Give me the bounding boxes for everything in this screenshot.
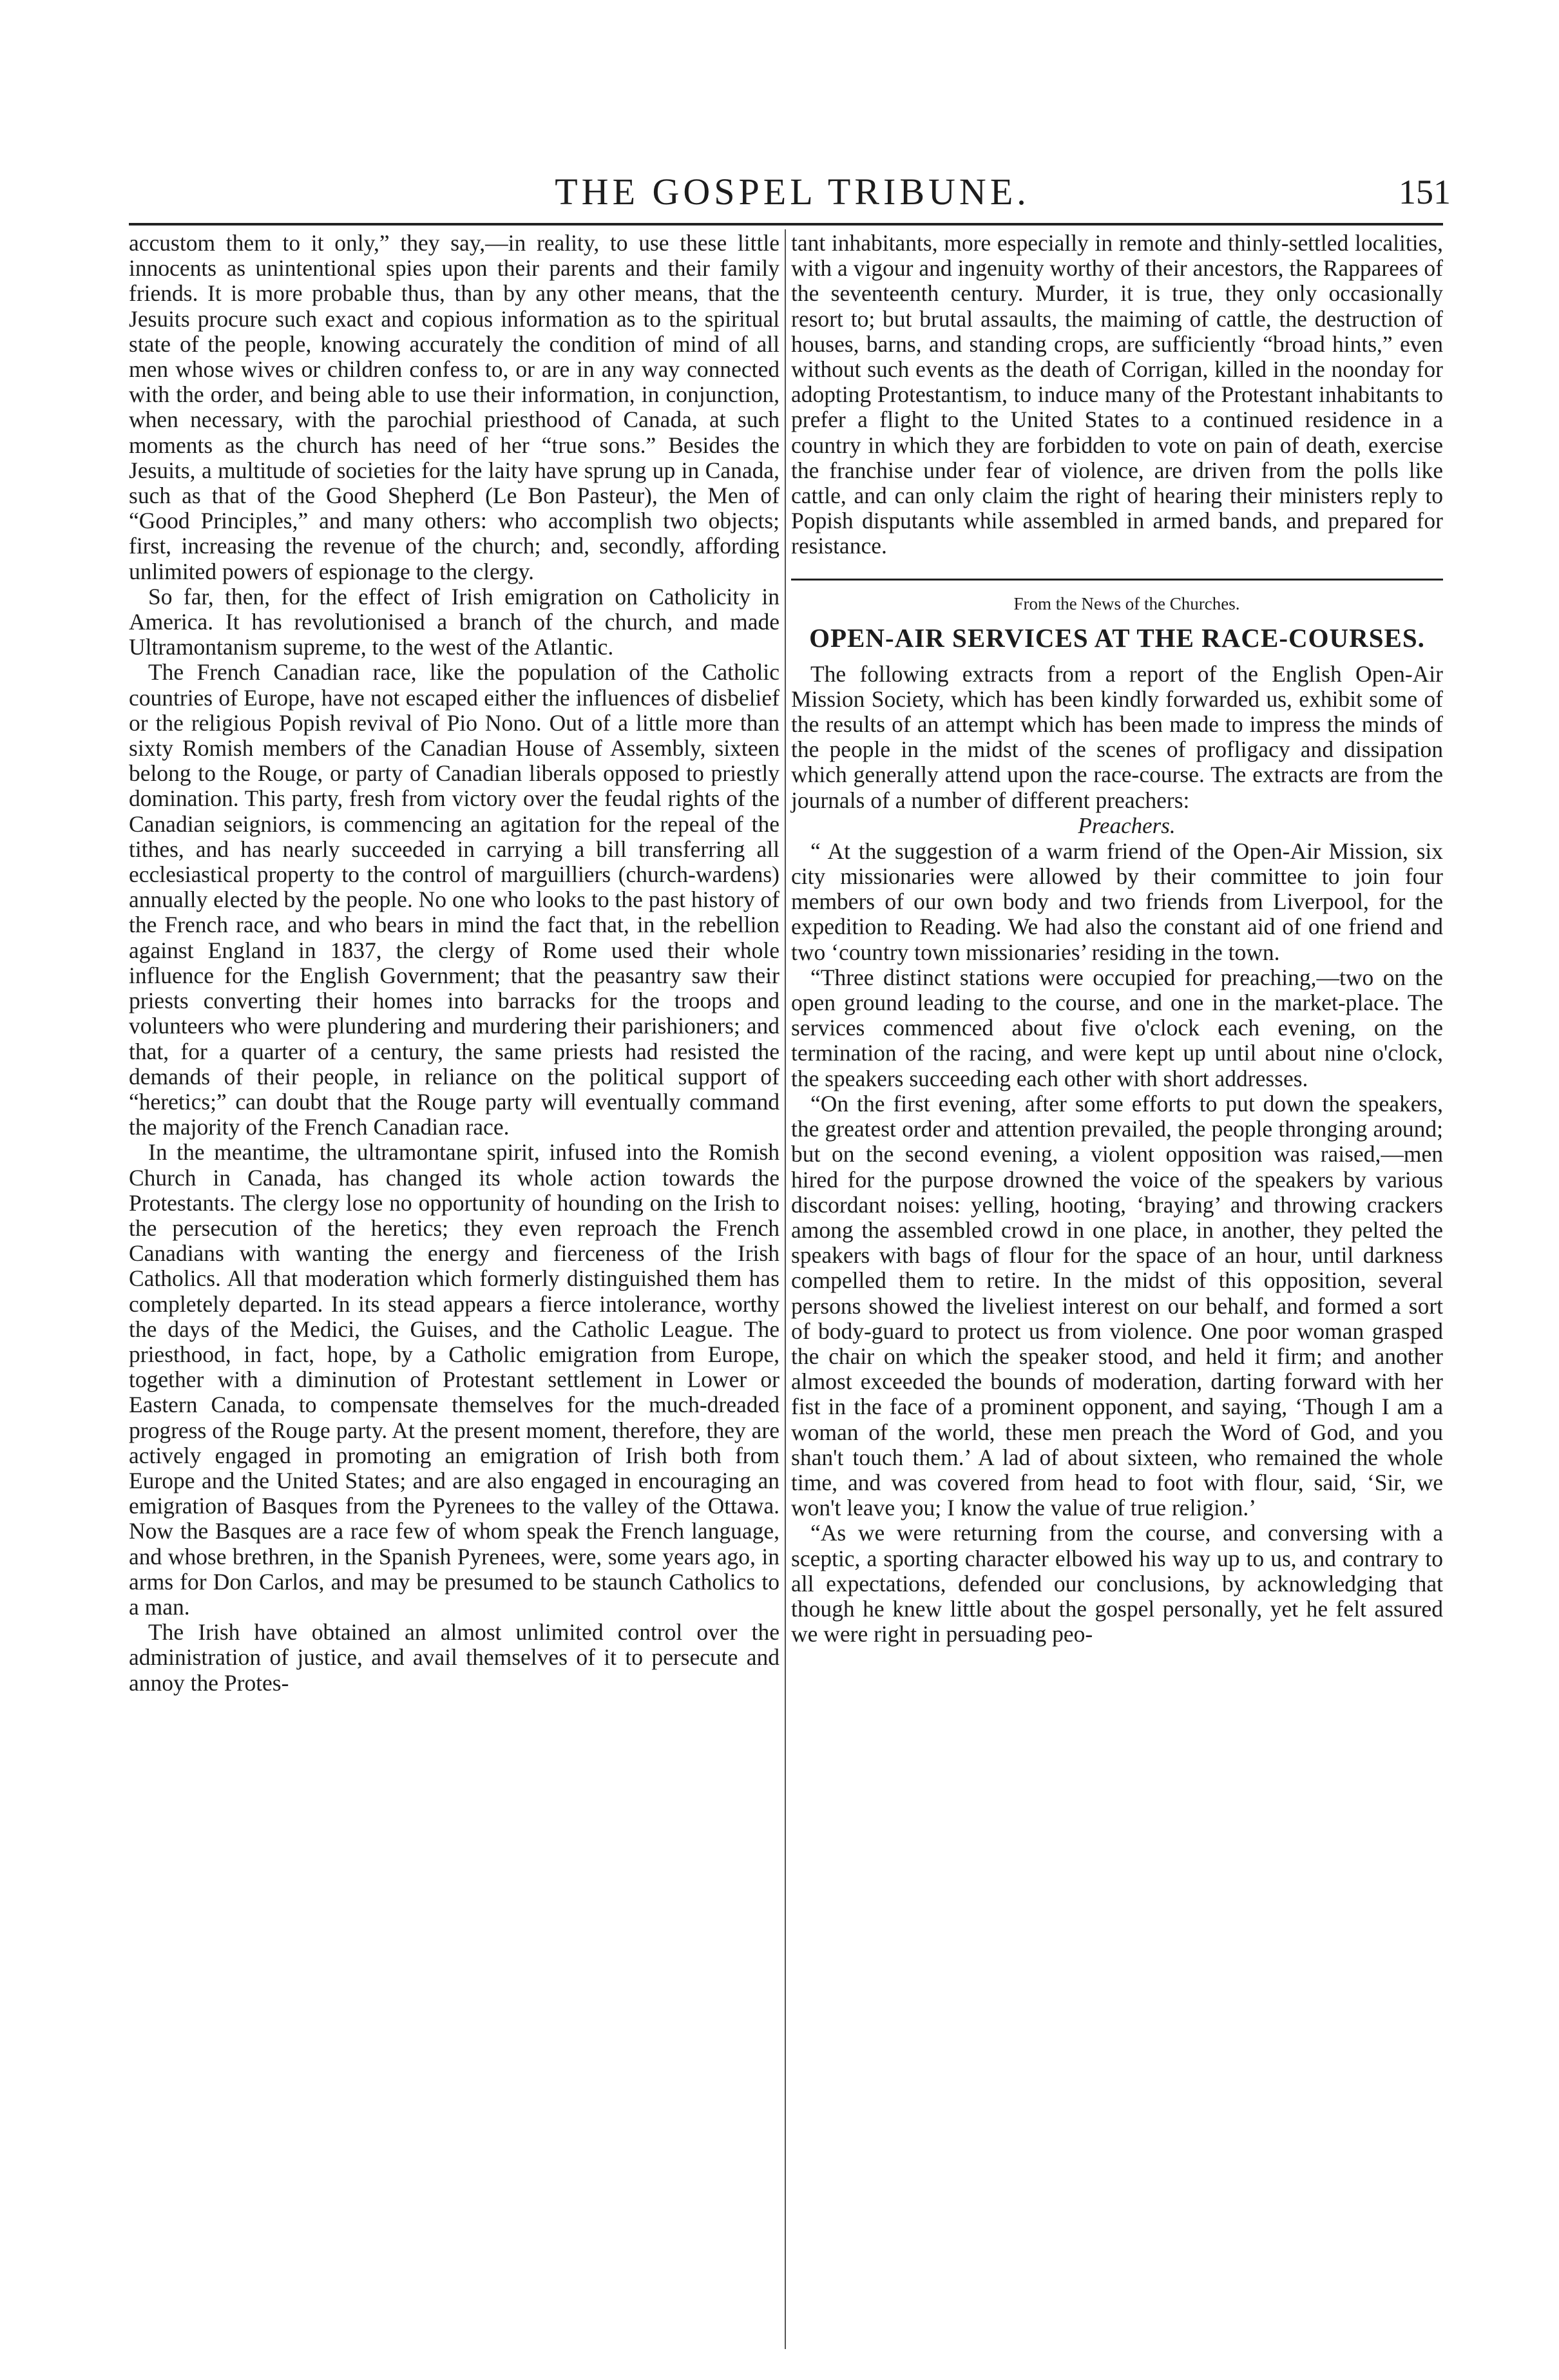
continued-paragraph: tant inhabitants, more especially in remote and thinly-settled localities, with a vigour and ingenuity worthy of their ancestors, the Rapparees of the seventeenth century. Murder, it is true, they only occasionally resort to; but brutal assaults, the maiming of cattle, the destruction of houses, barns, and standing crops, are sufficiently “broad hints,” even without such events as the death of Corrigan, killed in the noonday for adopting Protestantism, to induce many of the Protestant inhabitants to prefer a flight to the United States to a continued residence in a country in which they are forbidden to vote on pain of death, exercise the franchise under fear of violence, are driven from the polls like cattle, and can only claim the right of hearing their ministers reply to Popish disputants while assembled in armed bands, and prepared for resistance. [791, 230, 1443, 559]
article-title: OPEN-AIR SERVICES AT THE RACE-COURSES. [809, 622, 1425, 653]
paragraph: “Three distinct stations were occupied for preaching,—two on the open ground leading to the course, and one in the market-place. The services commenced about five o'clock each evening, on the termination of the racing, and were kept up until about nine o'clock, the speakers succeeding each other with short addresses. [791, 964, 1443, 1091]
source-credit: From the News of the Churches. [1013, 593, 1240, 613]
paragraph: In the meantime, the ultramontane spirit, infused into the Romish Church in Canada, has changed its whole action towards the Protestants. The clergy lose no opportunity of hounding on the Irish to the persecution of the heretics; they even reproach the French Canadians with wanting the energy and fierceness of the Irish Catholics. All that moderation which formerly distinguished them has completely departed. In its stead appears a fierce intolerance, worthy the days of the Medici, the Guises, and the Catholic League. The priesthood, in fact, hope, by a Catholic emigration from Europe, together with a diminution of Protestant settlement in Lower or Eastern Canada, to compensate themselves for the much-dreaded progress of the Rouge party. At the present moment, therefore, they are actively engaged in promoting an emigration of Irish both from Europe and the United States; and are also engaged in encouraging an emigration of Basques from the Pyrenees to the valley of the Ottawa. Now the Basques are a race few of whom speak the French language, and whose brethren, in the Spanish Pyrenees, were, some years ago, in arms for Don Carlos, and may be presumed to be staunch Catholics to a man. [129, 1139, 780, 1620]
paragraph: accustom them to it only,” they say,—in reality, to use these little innocents as unintentional spies upon their parents and their family friends. It is more probable thus, than by any other means, that the Jesuits procure such exact and copious information as to the spiritual state of the people, knowing accurately the condition of mind of all men whose wives or children confess to, or are in any way connected with the order, and being able to use their information, in conjunction, when necessary, with the parochial priesthood of Canada, at such moments as the church has need of her “true sons.” Besides the Jesuits, a multitude of societies for the laity have sprung up in Canada, such as that of the Good Shepherd (Le Bon Pasteur), the Men of “Good Principles,” and many others: who accomplish two objects; first, increasing the revenue of the church; and, secondly, affording unlimited powers of espionage to the clergy. [129, 230, 780, 584]
left-column [129, 231, 780, 1696]
header-rule [129, 223, 1443, 226]
paragraph: So far, then, for the effect of Irish emigration on Catholicity in America. It has revolutionised a branch of the church, and made Ultramontanism supreme, to the west of the Atlantic. [129, 583, 780, 660]
article-separator-rule [791, 579, 1443, 581]
section-subheading: Preachers. [1078, 812, 1176, 838]
masthead [129, 169, 1456, 215]
running-title: THE GOSPEL TRIBUNE. [555, 171, 1030, 213]
right-column [791, 231, 1443, 1647]
paragraph: The French Canadian race, like the population of the Catholic countries of Europe, have not escaped either the influences of disbelief or the religious Popish revival of Pio Nono. Out of a little more than sixty Romish members of the Canadian House of Assembly, sixteen belong to the Rouge, or party of Canadian liberals opposed to priestly domination. This party, fresh from victory over the feudal rights of the Canadian seigniors, is commencing an agitation for the repeal of the tithes, and has nearly succeeded in carrying a bill transferring all ecclesiastical property to the control of marguilliers (church-wardens) annually elected by the people. No one who looks to the past history of the French race, and who bears in mind the fact that, in the rebellion against England in 1837, the clergy of Rome used their whole influence for the English Government; that the peasantry saw their priests converting their homes into barracks for the troops and volunteers who were plundering and murdering their parishioners; and that, for a quarter of a century, the same priests had resisted the demands of their people, in reliance on the political support of “heretics;” can doubt that the Rouge party will eventually command the majority of the French Canadian race. [129, 659, 780, 1140]
paragraph: “ At the suggestion of a warm friend of the Open-Air Mission, six city missionaries were allowed by their committee to join four members of our own body and two friends from Liverpool, for the expedition to Reading. We had also the constant aid of one friend and two ‘country town missionaries’ residing in the town. [791, 838, 1443, 965]
paragraph: The Irish have obtained an almost unlimited control over the administration of justice, and avail themselves of it to persecute and annoy the Protes- [129, 1619, 780, 1696]
paragraph: “On the first evening, after some efforts to put down the speakers, the greatest order and attention prevailed, the people thronging around; but on the second evening, a violent opposition was raised,—men hired for the purpose drowned the voice of the speakers by various discordant noises: yelling, hooting, ‘braying’ and throwing crackers among the assembled crowd in one place, in another, they pelted the speakers with bags of flour for the space of an hour, until darkness compelled them to retire. In the midst of this opposition, several persons showed the liveliest interest on our behalf, and formed a sort of body-guard to protect us from violence. One poor woman grasped the chair on which the speaker stood, and held it firm; and another almost exceeded the bounds of moderation, darting forward with her fist in the face of a prominent opponent, and saying, ‘Though I am a woman of the world, these men preach the Word of God, and you shan't touch them.’ A lad of about sixteen, who remained the whole time, and was covered from head to foot with flour, said, ‘Sir, we won't leave you; I know the value of true religion.’ [791, 1090, 1443, 1521]
page-number: 151 [1399, 173, 1451, 211]
paragraph: “As we were returning from the course, and conversing with a sceptic, a sporting character elbowed his way up to us, and contrary to all expectations, defended our conclusions, by acknowledging that though he knew little about the gospel personally, yet he felt assured we were right in persuading peo- [791, 1520, 1443, 1647]
intro-paragraph: The following extracts from a report of the English Open-Air Mission Society, which has been kindly forwarded us, exhibit some of the results of an attempt which has been made to impress the minds of the people in the midst of the scenes of profligacy and dissipation which generally attend upon the race-course. The extracts are from the journals of a number of different preachers: [791, 660, 1443, 813]
column-divider [785, 229, 786, 2349]
